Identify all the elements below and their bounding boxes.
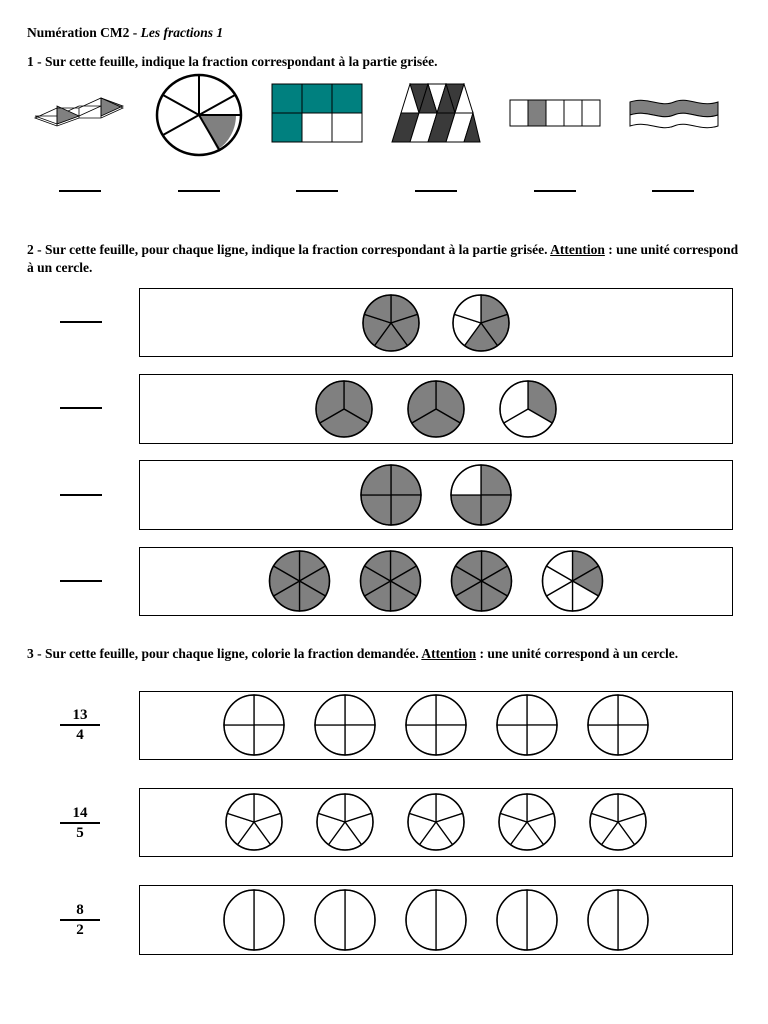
fraction-circle [408, 794, 464, 850]
empty-sector [588, 890, 618, 950]
attention-label: Attention [550, 242, 605, 257]
fraction-circle [497, 890, 557, 950]
fraction-numerator: 14 [72, 805, 88, 821]
fraction-circle [406, 890, 466, 950]
exercise2-instruction-text: 2 - Sur cette feuille, pour chaque ligne, indique la fraction correspondant à la partie grisée. [27, 242, 548, 257]
fraction-circle [315, 890, 375, 950]
empty-sector [497, 890, 527, 950]
empty-sector [345, 890, 375, 950]
fraction-circle [317, 794, 373, 850]
empty-sector [527, 890, 557, 950]
fraction-circle [588, 890, 648, 950]
fraction-denominator: 2 [76, 922, 84, 938]
exercise3-instruction-note: : une unité correspond à un cercle. [476, 646, 679, 661]
exercise2-instruction-note: : une unité correspond à un cercle. [27, 242, 739, 275]
empty-sector [406, 890, 436, 950]
fraction-circle [588, 695, 648, 755]
fraction-numerator: 13 [72, 707, 88, 723]
empty-sector [436, 890, 466, 950]
title-italic: Les fractions 1 [140, 25, 224, 40]
empty-sector [315, 890, 345, 950]
empty-sector [618, 890, 648, 950]
fraction-circle [590, 794, 646, 850]
title-main: Numération CM2 - [27, 25, 138, 40]
exercise3-instruction-text: 3 - Sur cette feuille, pour chaque ligne, colorie la fraction demandée. [27, 646, 419, 661]
fraction-circle [499, 794, 555, 850]
fraction-denominator: 5 [76, 825, 84, 841]
exercise1-instruction: 1 - Sur cette feuille, indique la fraction correspondant à la partie grisée. [27, 54, 438, 69]
attention-label: Attention [421, 646, 477, 661]
fraction-denominator: 4 [76, 727, 84, 743]
fraction-circle [226, 794, 282, 850]
fraction-circle [224, 695, 284, 755]
fraction-circle [406, 695, 466, 755]
fraction-numerator: 8 [76, 902, 84, 918]
empty-sector [224, 890, 254, 950]
fraction-circle [497, 695, 557, 755]
fraction-circle [315, 695, 375, 755]
fraction-circle [224, 890, 284, 950]
empty-sector [254, 890, 284, 950]
